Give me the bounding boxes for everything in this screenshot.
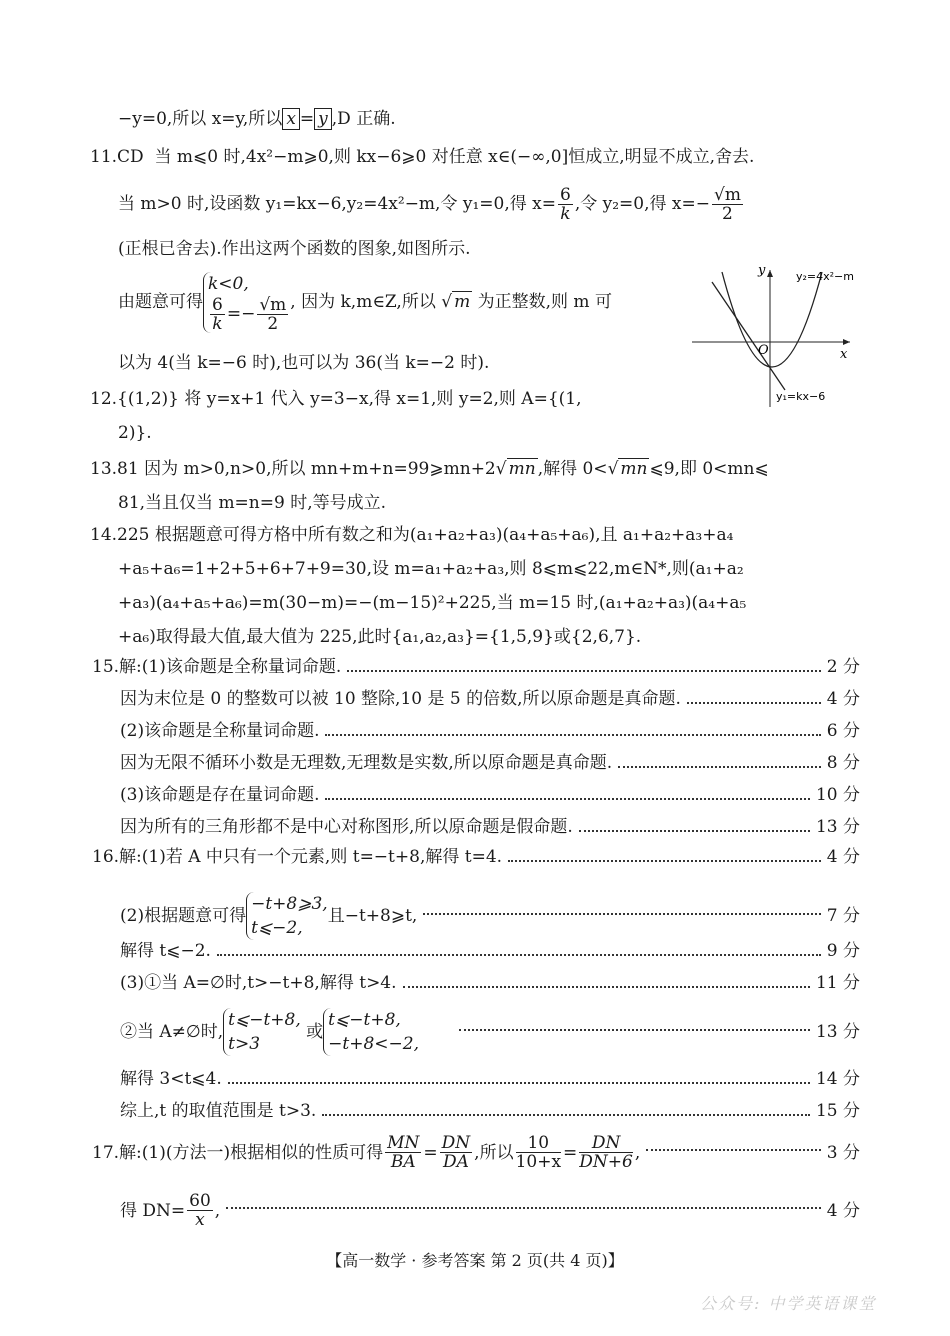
q12-line2: 2)}. [118,423,152,443]
q12-line1: 12.{(1,2)} 将 y=x+1 代入 y=3−x,得 x=1,则 y=2,则 A={(1, [90,389,582,409]
x-axis-label: x [840,347,848,362]
y-axis-arrow-icon [767,270,773,277]
system-brace: k<0, $\frac{6}{k}$ =− $\frac{√m}{2}$ [203,272,290,333]
fraction-sqrtm-over-2: $\frac{√m}{2}$ [713,185,741,224]
q13-line1: 13.81 因为 m>0,n>0,所以 mn+m+n=99⩾mn+2√ mn ,解得 0<√ mn ⩽9,即 0<mn⩽ [90,459,769,479]
q13-line2: 81,当且仅当 m=n=9 时,等号成立. [118,493,387,513]
q11-line3: (正根已舍去).作出这两个函数的图象,如图所示. [118,239,471,259]
q14-line1: 14.225 根据题意可得方格中所有数之和为(a₁+a₂+a₃)(a₄+a₅+a₆),且 a₁+a₂+a₃+a₄ [90,525,734,545]
y-axis-label: y [758,263,766,278]
q16-step4: (3)①当 A=∅时,t>−t+8,解得 t>4. 11 分 [120,973,860,993]
line-y1 [712,282,785,390]
continuation-line: −y=0,所以 x=y,所以 x = y ,D 正确. [118,109,396,129]
q14-line2: +a₅+a₆=1+2+5+6+7+9=30,设 m=a₁+a₂+a₃,则 8⩽m⩽22,m∈N*,则(a₁+a₂ [118,559,744,579]
fraction-6-over-k: $\frac{6}{k}$ [559,185,571,224]
watermark: 公众号: 中学英语课堂 [700,1294,877,1313]
x-axis-arrow-icon [843,339,850,345]
q14-line3: +a₃)(a₄+a₅+a₆)=m(30−m)=−(m−15)²+225,当 m=15 时,(a₁+a₂+a₃)(a₄+a₅ [118,593,747,613]
q15-step3: (2)该命题是全称量词命题. 6 分 [120,721,860,741]
q15-step5: (3)该命题是存在量词命题. 10 分 [120,785,860,805]
q16-step5: ②当 A≠∅时, t⩽−t+8, t>3 或 t⩽−t+8, −t+8<−2, 13 分 [120,1010,860,1054]
q16-step6: 解得 3<t⩽4. 14 分 [120,1069,860,1089]
q16-step3: 解得 t⩽−2. 9 分 [120,941,860,961]
q14-line4: +a₆)取得最大值,最大值为 225,此时{a₁,a₂,a₃}={1,5,9}或{2,6,7}. [118,627,642,647]
function-graph [690,262,860,412]
q15-step6: 因为所有的三角形都不是中心对称图形,所以原命题是假命题. 13 分 [120,817,860,837]
q15-step1: 15.解:(1)该命题是全称量词命题. 2 分 [92,657,860,677]
origin-label: O [758,343,769,358]
y2-label: y₂=4x²−m [796,270,854,283]
q11-line4: 由题意可得 k<0, $\frac{6}{k}$ =− $\frac{√m}{2}$ , 因为 k,m∈Z,所以 √ m 为正整数,则 m 可 [118,274,612,334]
q11-line1: 11.CD 当 m⩽0 时,4x²−m⩾0,则 kx−6⩾0 对任意 x∈(−∞,0]恒成立,明显不成立,舍去. [90,147,755,167]
q17-step2: 得 DN= $\frac{60}{x}$ , 4 分 [120,1191,860,1230]
boxed-y: y [314,108,332,130]
q16-step7: 综上,t 的取值范围是 t>3. 15 分 [120,1101,860,1121]
q15-step2: 因为末位是 0 的整数可以被 10 整除,10 是 5 的倍数,所以原命题是真命题. 4 分 [120,689,860,709]
q16-step2: (2)根据题意可得 −t+8⩾3, t⩽−2, 且−t+8⩾t, 7 分 [120,894,860,938]
q16-step1: 16.解:(1)若 A 中只有一个元素,则 t=−t+8,解得 t=4. 4 分 [92,847,860,867]
q15-step4: 因为无限不循环小数是无理数,无理数是实数,所以原命题是真命题. 8 分 [120,753,860,773]
boxed-x: x [282,108,300,130]
q11-line2: 当 m>0 时,设函数 y₁=kx−6,y₂=4x²−m,令 y₁=0,得 x= $\frac{6}{k}$ ,令 y₂=0,得 x=− $\frac{√m}{2}$ [118,185,741,224]
q17-step1: 17.解:(1)(方法一)根据相似的性质可得 $\frac{MN}{BA}$ = $\frac{DN}{DA}$ ,所以 $\frac{10}{10+x}$ = $\frac{DN}{DN+6}$ , 3 分 [92,1133,860,1172]
q11-line5: 以为 4(当 k=−6 时),也可以为 36(当 k=−2 时). [118,353,490,373]
y1-label: y₁=kx−6 [776,390,826,403]
page-footer: 【高一数学 · 参考答案 第 2 页(共 4 页)】 [326,1251,624,1270]
